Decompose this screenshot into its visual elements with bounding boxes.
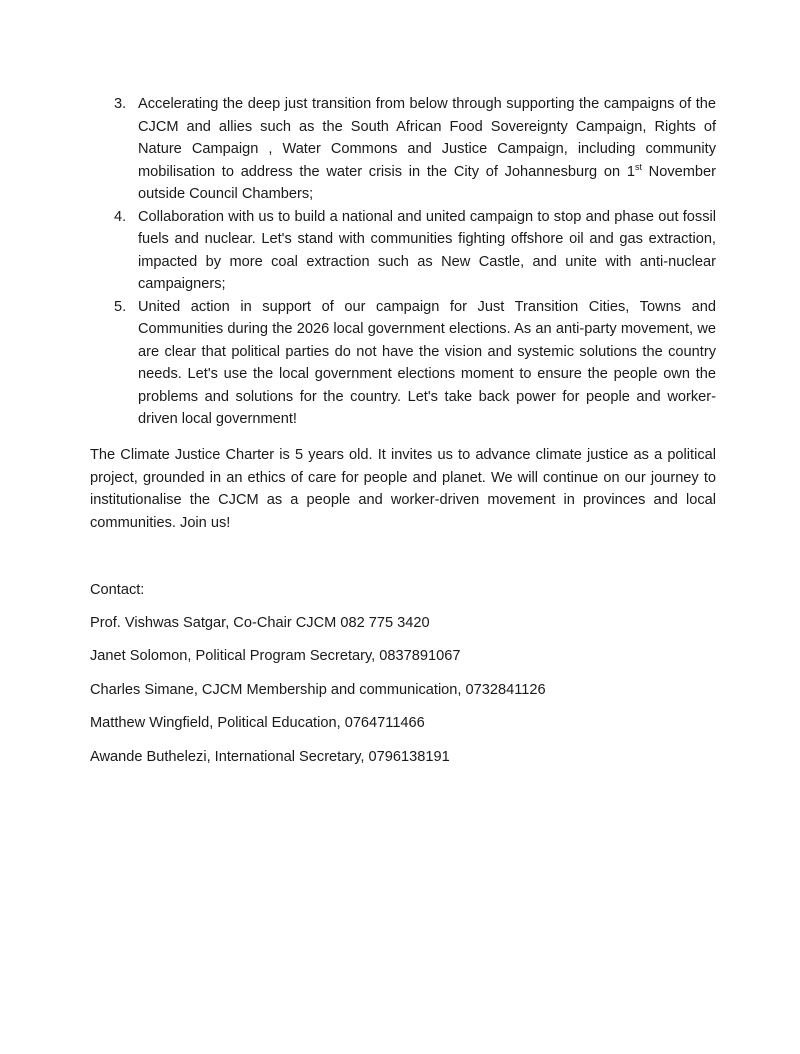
list-number: 4. [114, 208, 127, 225]
contact-entry: Charles Simane, CJCM Membership and communication, 0732841126 [90, 681, 546, 698]
list-item [90, 93, 716, 206]
list-item-text: Collaboration with us to build a national and united campaign to stop and phase out fossil fuels and nuclear. Let's stand with communities fighting offshore oil and gas extraction, impacted by more coal extraction such as New Castle, and unite with anti-nuclear campaigners; [138, 208, 716, 292]
contact-list [90, 612, 546, 779]
list-item-text: Accelerating the deep just transition from below through supporting the campaigns of the CJCM and allies such as the South African Food Sovereignty Campaign, Rights of Nature Campaign , Water Commons and Justice Campaign, including community mobilisation to address the water crisis in the City of Johannesburg on 1 [138, 96, 716, 180]
contact-entry: Janet Solomon, Political Program Secretary, 0837891067 [90, 648, 461, 665]
list-number: 3. [114, 96, 127, 112]
contact-entry: Matthew Wingfield, Political Education, 0764711466 [90, 715, 425, 732]
list-number: 5. [114, 298, 127, 315]
closing-paragraph: The Climate Justice Charter is 5 years old. It invites us to advance climate justice as a political project, grounded in an ethics of care for people and planet. We will continue on our journey to institutionalise the CJCM as a people and worker-driven movement in provinces and local communities. Join us! [90, 447, 716, 531]
contact-entry: Awande Buthelezi, International Secretary, 0796138191 [90, 748, 450, 765]
numbered-list [90, 93, 716, 431]
list-item [90, 296, 716, 431]
list-item-text: United action in support of our campaign for Just Transition Cities, Towns and Communities during the 2026 local government elections. As an anti-party movement, we are clear that political parties do not have the vision and systemic solutions the country needs. Let's use the local government elections moment to ensure the people own the problems and solutions for the country. Let's take back power for people and worker-driven local government! [138, 298, 716, 427]
list-item [90, 206, 716, 296]
contact-heading: Contact: [90, 582, 145, 598]
contact-entry: Prof. Vishwas Satgar, Co-Chair CJCM 082 775 3420 [90, 615, 430, 631]
list-item-text-continued: November outside Council Chambers; [138, 163, 717, 202]
ordinal-superscript: st [634, 161, 642, 172]
